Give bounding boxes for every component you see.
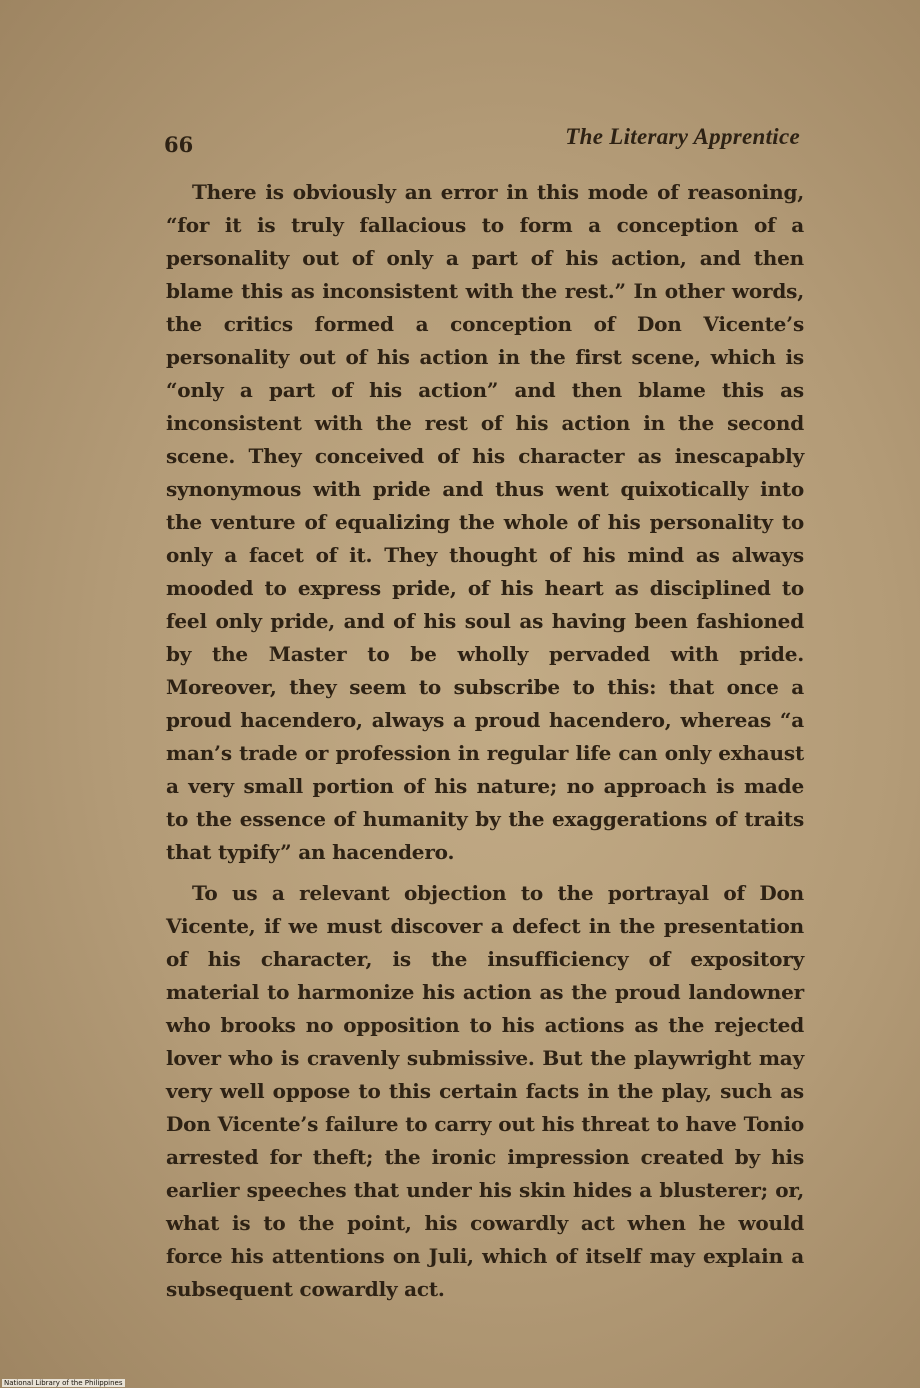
- page-number: 66: [164, 132, 194, 157]
- paragraph-2: To us a relevant objection to the portrayal of Don Vicente, if we must discover a defect in the presentation of his character, is the insufficiency of expository material to harmonize his action as the proud landowner who brooks no opposition to his actions as the rejected lover who is cravenly submissive. But the playwright may very well oppose to this certain facts in the play, such as Don Vicente’s failure to carry out his threat to have Tonio arrested for theft; the ironic impression created by his earlier speeches that under his skin hides a blusterer; or, what is to the point, his cowardly act when he would force his attentions on Juli, which of itself may explain a subsequent cowardly act.: [166, 881, 804, 1301]
- library-credit: National Library of the Philippines: [4, 1379, 123, 1387]
- body-text: [166, 176, 804, 1306]
- paragraph-1: There is obviously an error in this mode of reasoning, “for it is truly fallacious to form a conception of a personality out of only a part of his action, and then blame this as inconsistent with the rest.” In other words, the critics formed a conception of Don Vicente’s personality out of his action in the first scene, which is “only a part of his action” and then blame this as inconsistent with the rest of his action in the second scene. They conceived of his character as inescapably synonymous with pride and thus went quixotically into the venture of equalizing the whole of his personality to only a facet of it. They thought of his mind as always mooded to express pride, of his heart as disciplined to feel only pride, and of his soul as having been fashioned by the Master to be wholly pervaded with pride. Moreover, they seem to subscribe to this: that once a proud hacendero, always a proud hacendero, whereas “a man’s trade or profession in regular life can only exhaust a very small portion of his nature; no approach is made to the essence of humanity by the exaggerations of traits that typify” an hacendero.: [166, 180, 804, 864]
- running-title: The Literary Apprentice: [565, 124, 800, 149]
